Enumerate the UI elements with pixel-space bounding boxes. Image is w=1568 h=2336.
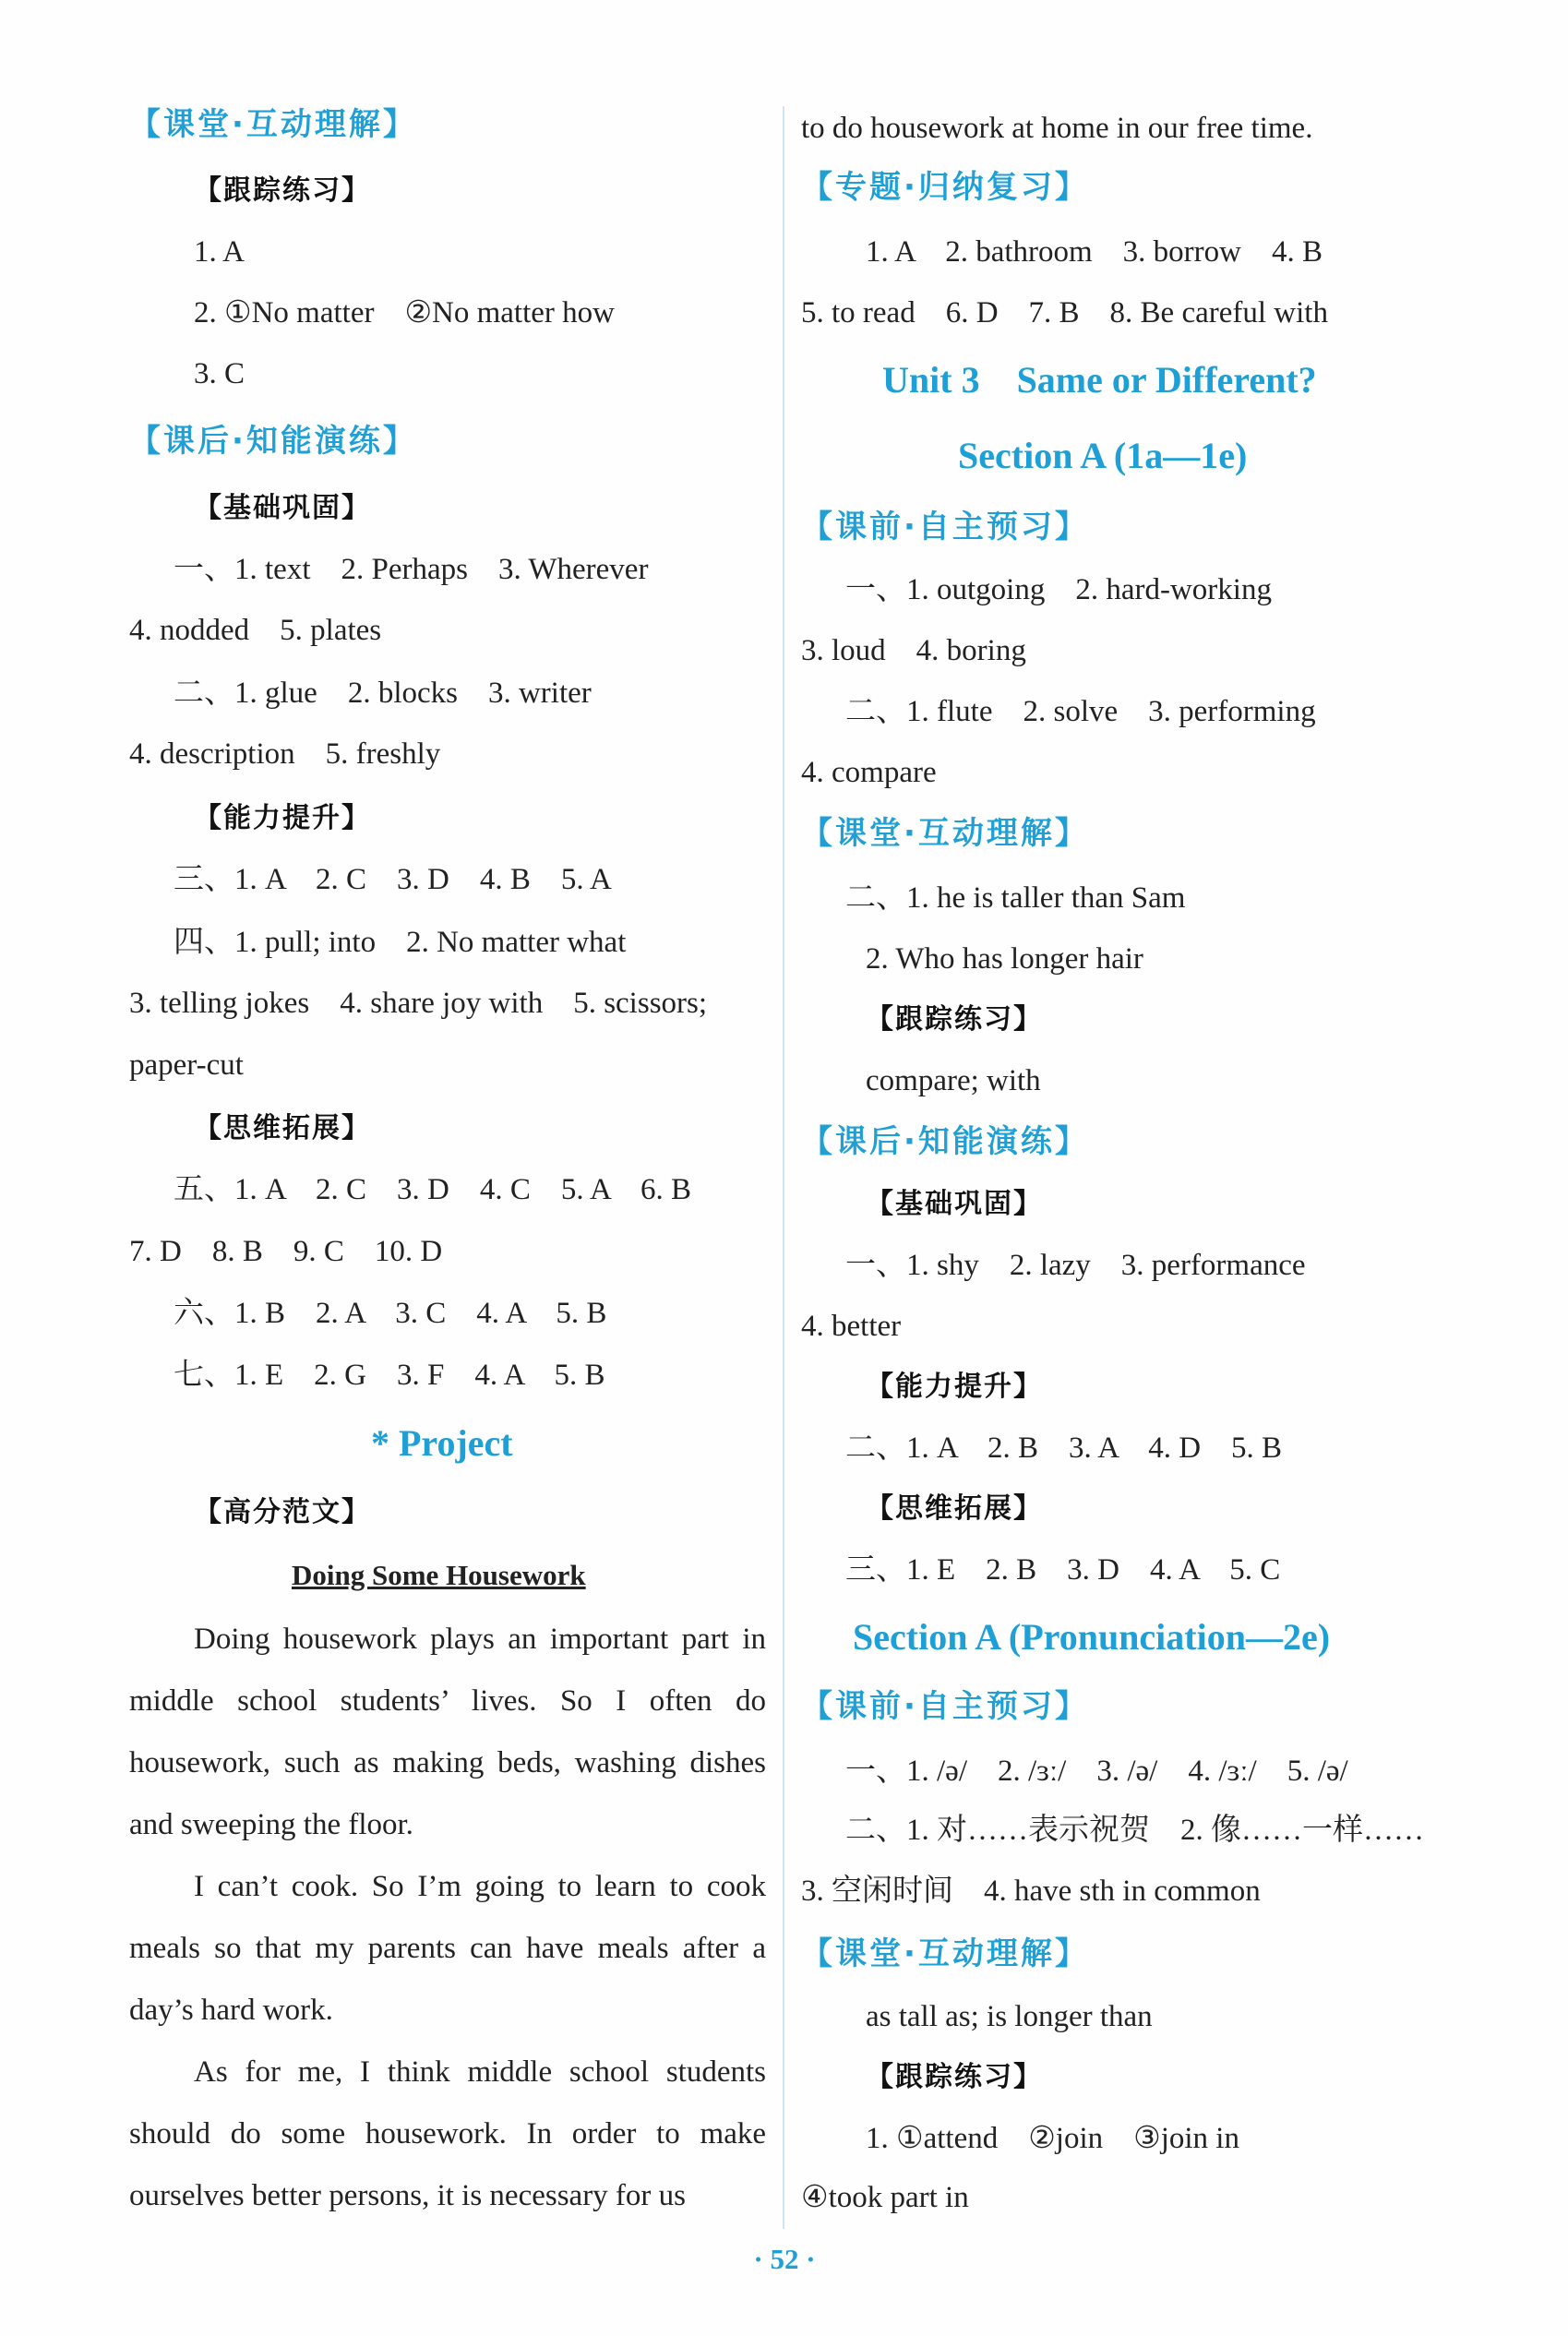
section-banner: 【专题·归纳复习】	[801, 169, 1089, 206]
answer-line: 4. nodded 5. plates	[129, 614, 382, 647]
answer-line: 二、1. he is taller than Sam	[845, 881, 1186, 915]
section-banner: 【课后·知能演练】	[801, 1123, 1089, 1160]
subsection-label: 【能力提升】	[866, 1371, 1043, 1403]
answer-line: as tall as; is longer than	[866, 2000, 1153, 2033]
section-banner: 【课前·自主预习】	[801, 1688, 1089, 1725]
subsection-label: 【跟踪练习】	[866, 1003, 1043, 1036]
essay-continuation: to do housework at home in our free time.	[801, 112, 1313, 145]
answer-line: 3. loud 4. boring	[801, 634, 1026, 667]
answer-line: compare; with	[866, 1064, 1041, 1097]
answer-line: 一、1. shy 2. lazy 3. performance	[845, 1249, 1306, 1282]
answer-line: 五、1. A 2. C 3. D 4. C 5. A 6. B	[174, 1173, 692, 1206]
answer-line: 四、1. pull; into 2. No matter what	[174, 926, 627, 959]
answer-line: 4. description 5. freshly	[129, 737, 441, 771]
section-banner: 【课后·知能演练】	[129, 423, 417, 460]
answer-line: 1. A 2. bathroom 3. borrow 4. B	[866, 235, 1323, 269]
answer-line: 二、1. 对……表示祝贺 2. 像……一样……	[845, 1814, 1424, 1847]
section-banner: 【课前·自主预习】	[801, 509, 1089, 545]
answer-line: 三、1. E 2. B 3. D 4. A 5. C	[845, 1553, 1281, 1587]
section-heading: Section A (Pronunciation—2e)	[853, 1616, 1331, 1658]
answer-line: ④took part in	[801, 2181, 969, 2214]
answer-line: 2. Who has longer hair	[866, 942, 1143, 976]
subsection-label: 【高分范文】	[194, 1496, 371, 1528]
answer-line: 一、1. outgoing 2. hard-working	[845, 573, 1272, 606]
essay-title: Doing Some Housework	[292, 1559, 586, 1591]
answer-line: 七、1. E 2. G 3. F 4. A 5. B	[174, 1359, 605, 1392]
column-divider	[783, 106, 784, 2229]
answer-line: 3. 空闲时间 4. have sth in common	[801, 1875, 1261, 1908]
answer-line: 二、1. glue 2. blocks 3. writer	[174, 677, 592, 710]
answer-line: 二、1. A 2. B 3. A 4. D 5. B	[845, 1432, 1283, 1465]
subsection-label: 【基础巩固】	[866, 1188, 1043, 1220]
answer-line: 二、1. flute 2. solve 3. performing	[845, 695, 1316, 728]
subsection-label: 【基础巩固】	[194, 492, 371, 524]
page-number: · 52 ·	[753, 2243, 816, 2275]
section-banner: 【课堂·互动理解】	[129, 106, 417, 143]
answer-line: 1. ①attend ②join ③join in	[866, 2122, 1239, 2155]
subsection-label: 【思维拓展】	[194, 1112, 371, 1144]
answer-line: 一、1. text 2. Perhaps 3. Wherever	[174, 553, 649, 586]
answer-line: 2. ①No matter ②No matter how	[194, 296, 615, 329]
subsection-label: 【跟踪练习】	[194, 174, 371, 207]
essay-paragraph: Doing housework plays an important part in middle school students’ lives. So I often do housework, such as making beds, washing dishes and sweeping the floor.	[129, 1623, 766, 1841]
subsection-label: 【思维拓展】	[866, 1492, 1043, 1525]
answer-line: paper-cut	[129, 1048, 244, 1082]
section-banner: 【课堂·互动理解】	[801, 815, 1089, 852]
section-banner: 【课堂·互动理解】	[801, 1935, 1089, 1972]
section-heading: Section A (1a—1e)	[958, 435, 1248, 476]
unit-heading: Unit 3 Same or Different?	[882, 359, 1317, 401]
answer-line: 4. better	[801, 1310, 902, 1343]
subsection-label: 【能力提升】	[194, 802, 371, 834]
essay-paragraph: I can’t cook. So I’m going to learn to cook meals so that my parents can have meals after a day’s hard work.	[129, 1870, 766, 2027]
answer-line: 4. compare	[801, 756, 937, 789]
project-heading: * Project	[371, 1422, 513, 1464]
answer-line: 一、1. /ə/ 2. /ɜː/ 3. /ə/ 4. /ɜː/ 5. /ə/	[845, 1755, 1348, 1788]
answer-line: 三、1. A 2. C 3. D 4. B 5. A	[174, 863, 612, 896]
answer-line: 7. D 8. B 9. C 10. D	[129, 1235, 443, 1268]
essay-paragraph: As for me, I think middle school students should do some housework. In order to make ourselves better persons, it is necessary for us	[129, 2055, 766, 2212]
answer-line: 3. telling jokes 4. share joy with 5. scissors;	[129, 987, 708, 1020]
answer-line: 3. C	[194, 357, 245, 390]
answer-line: 1. A	[194, 235, 245, 269]
answer-line: 5. to read 6. D 7. B 8. Be careful with	[801, 296, 1328, 329]
subsection-label: 【跟踪练习】	[866, 2061, 1043, 2093]
answer-line: 六、1. B 2. A 3. C 4. A 5. B	[174, 1297, 607, 1330]
